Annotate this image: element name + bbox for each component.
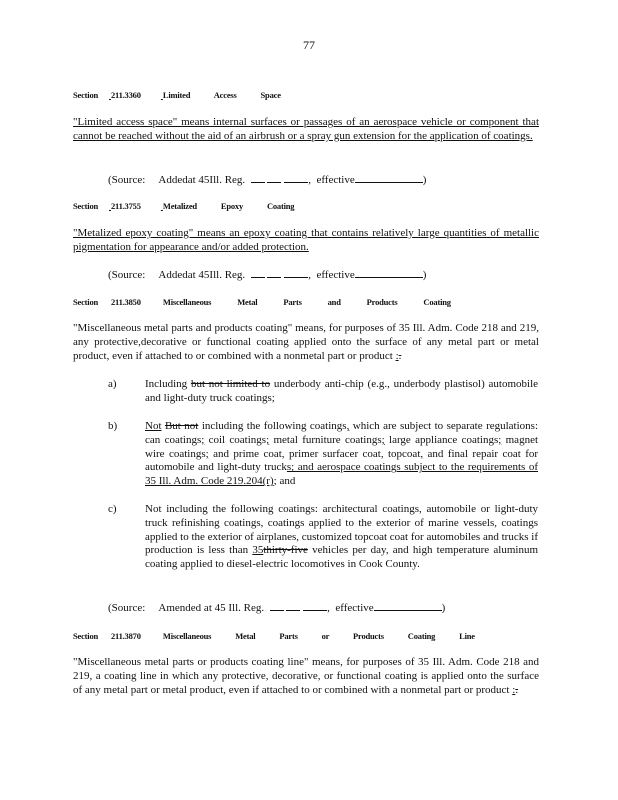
definition-misc-metal-parts-coating: "Miscellaneous metal parts and products coating" means, for purposes of 35 Ill. Adm. Code 218 and 219, any protective,decorative or functional coating applied onto the surface of any metal part or metal product, even if attached to or combined with a nonmetal part or product :.: [73, 322, 539, 362]
source-note-211-3850: (Source: Amended at 45 Ill. Reg. , effective ): [108, 602, 446, 614]
section-heading-211-3850: Section 211.3850 Miscellaneous Metal Parts and Products Coating: [73, 297, 451, 307]
page-number: 77: [303, 38, 315, 52]
list-item-c: c) Not including the following coatings: architectural coatings, automobile or light-duty truck refinishing coatings, coatings applied to the exterior of marine vessels, coatings applied to the exterior of airplanes, customized topcoat coat for automobiles and trucks if production is less than 35thirty-five vehicles per day, and high temperature aluminum coating applied to diesel-electric locomotives in Cook County.: [108, 503, 539, 571]
definition-misc-metal-parts-coating-line: "Miscellaneous metal parts or products coating line" means, for purposes of 35 Ill. Adm. Code 218 and 219, a coating line in which any protective, decorative, or functional coating is applied onto the surface of any metal part or metal product, even if attached to or combined with a nonmetal part or product :.: [73, 656, 539, 696]
source-note-211-3755: (Source: Addedat 45Ill. Reg. , effective ): [108, 269, 427, 281]
section-heading-211-3755: Section 211.3755 Metalized Epoxy Coating: [73, 201, 295, 211]
list-item-b: b) Not But not including the following coatings, which are subject to separate regulations: can coatings; coil coatings; metal furniture coatings; large appliance coatings; magnet wire coatings; and prime coat, primer surfacer coat, topcoat, and final repair coat for automobile and light-duty trucks; and aerospace coatings subject to the requirements of 35 Ill. Adm. Code 219.204(r); and: [108, 420, 539, 488]
definition-metalized-epoxy-coating: "Metalized epoxy coating" means an epoxy coating that contains relatively large quantities of metallic pigmentation for appearance and/or added protection.: [73, 227, 539, 253]
section-heading-211-3360: Section 211.3360 Limited Access Space: [73, 90, 281, 100]
section-heading-211-3870: Section 211.3870 Miscellaneous Metal Parts or Products Coating Line: [73, 631, 475, 641]
source-note-211-3360: (Source: Addedat 45Ill. Reg. , effective ): [108, 174, 427, 186]
list-item-a: a) Including but not limited to underbody anti-chip (e.g., underbody plastisol) automobile and light-duty truck coatings;: [108, 378, 539, 404]
definition-limited-access-space: "Limited access space" means internal surfaces or passages of an aerospace vehicle or component that cannot be reached without the aid of an airbrush or a spray gun extension for the application of coatings.: [73, 116, 539, 142]
